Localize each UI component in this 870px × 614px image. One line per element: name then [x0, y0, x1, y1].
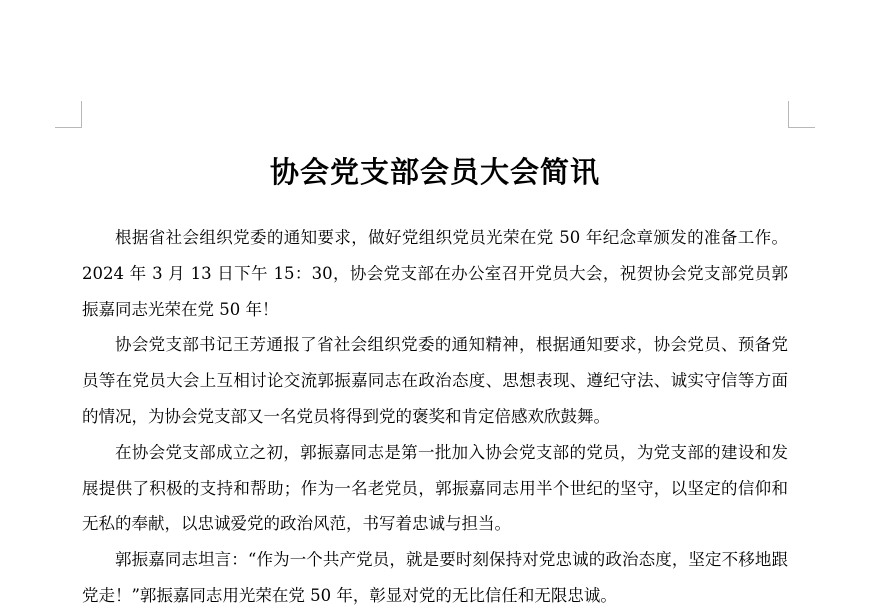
paragraph-4[interactable]: 郭振嘉同志坦言：“作为一个共产党员，就是要时刻保持对党忠诚的政治态度，坚定不移地跟党走！”郭振嘉同志用光荣在党 50 年，彰显对党的无比信任和无限忠诚。 — [82, 550, 788, 605]
document-title[interactable]: 协会党支部会员大会简讯 — [269, 155, 600, 189]
paragraph-3[interactable]: 在协会党支部成立之初，郭振嘉同志是第一批加入协会党支部的党员，为党支部的建设和发展提供了积极的支持和帮助；作为一名老党员，郭振嘉同志用半个世纪的坚守，以坚定的信仰和无私的奉献，以忠诚爱党的政治风范，书写着忠诚与担当。 — [82, 442, 788, 534]
top-right-margin-mark — [788, 101, 815, 128]
paragraph-2[interactable]: 协会党支部书记王芳通报了省社会组织党委的通知精神，根据通知要求，协会党员、预备党员等在党员大会上互相讨论交流郭振嘉同志在政治态度、思想表现、遵纪守法、诚实守信等方面的情况，为协会党支部又一名党员将得到党的褒奖和肯定倍感欢欣鼓舞。 — [82, 335, 788, 426]
top-left-margin-mark — [55, 101, 82, 128]
document-body[interactable] — [82, 220, 788, 614]
paragraph-1[interactable]: 根据省社会组织党委的通知要求，做好党组织党员光荣在党 50 年纪念章颁发的准备工作。2024 年 3 月 13 日下午 15：30，协会党支部在办公室召开党员大会，祝贺协会党支部党员郭振嘉同志光荣在党 50 年！ — [82, 228, 788, 319]
